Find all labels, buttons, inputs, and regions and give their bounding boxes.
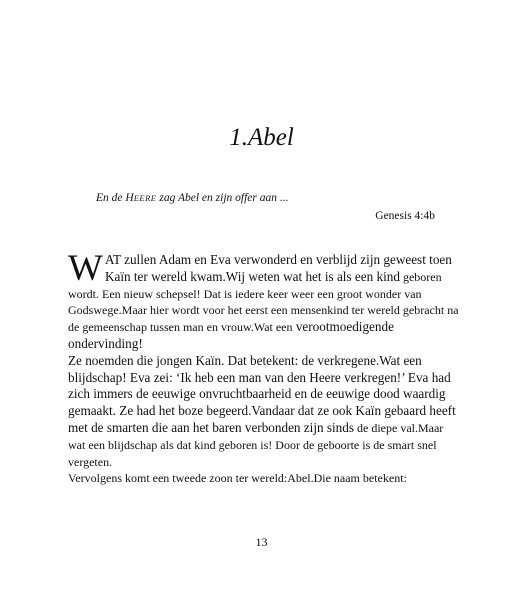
paragraph-2-lead: Ze noemden die jongen Kaïn. Dat betekent: de verkregene.Wat een blijdschap! Eva zei: ‘Ik heb een man van den Heere verkregen!’ Eva had zich immers de eeuwige onvruchtbaarheid en de eeuwige dood waardig gemaakt. Ze had het boze begeerd.Vandaar dat ze ook Kaïn gebaard heeft met de smarten die aan het baren verbonden zijn sinds: [68, 352, 456, 435]
epigraph: [96, 192, 289, 204]
drop-cap: W: [68, 248, 103, 289]
epigraph-text-before: En de H: [96, 192, 134, 204]
page-number: 13: [255, 535, 268, 549]
paragraph-3: Vervolgens komt een tweede zoon ter wereld:Abel.Die naam betekent:: [68, 471, 407, 486]
paragraph-1-lead: AT zullen Adam en Eva verwonderd en verblijd zijn geweest toen Kaïn ter wereld kwam.Wij weten wat het is als een kind: [104, 252, 452, 284]
epigraph-text-after: zag Abel en zijn offer aan ...: [156, 192, 289, 204]
body-text: [68, 248, 460, 487]
paragraph-1-end: verootmoedigende ondervinding!: [68, 319, 394, 351]
paragraph-1-rest: geboren wordt. Een nieuw schepsel! Dat is iedere keer weer een groot wonder van Godswege.Maar hier wordt voor het eerst een mensenkind ter wereld gebracht na de gemeenschap tussen man en vrouw.Wat een: [68, 269, 459, 335]
paragraph-2: [68, 353, 460, 471]
chapter-title: 1.Abel: [229, 124, 294, 151]
paragraph-1: [68, 248, 460, 353]
paragraph-2-rest: de diepe val.Maar wat een blijdschap als dat kind geboren is! Door de geboorte is de smart snel vergeten.: [68, 420, 444, 469]
epigraph-smallcaps: EERE: [133, 193, 157, 203]
scripture-reference: Genesis 4:4b: [375, 210, 435, 222]
